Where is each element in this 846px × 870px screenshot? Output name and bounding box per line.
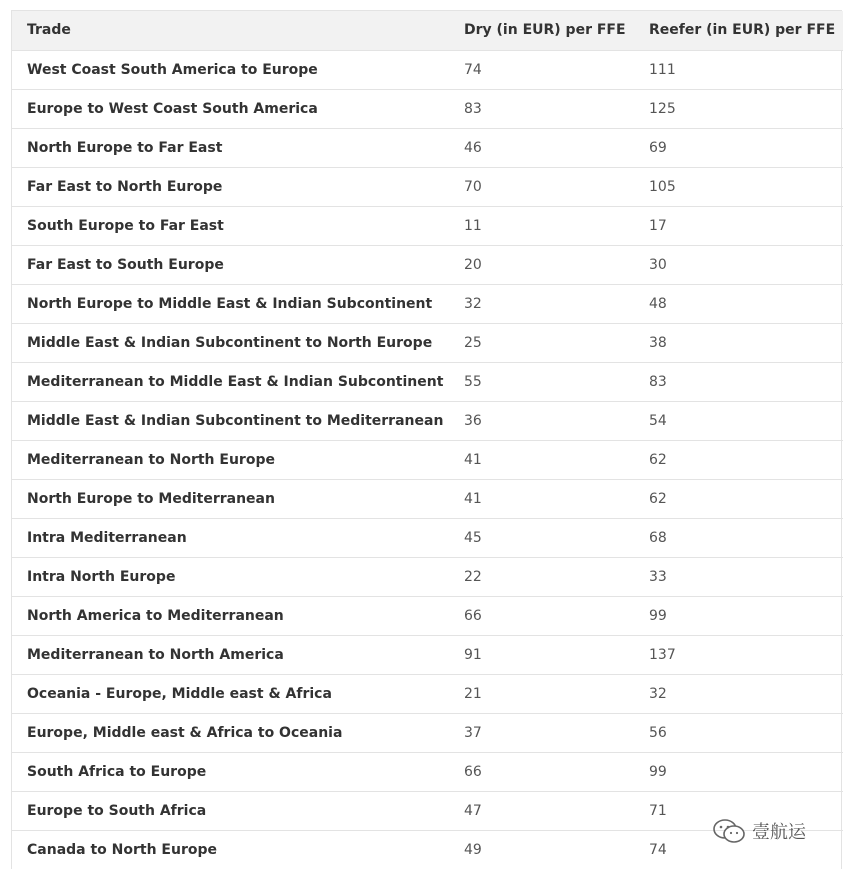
reefer-rate-cell: 125 (649, 100, 676, 117)
reefer-rate-cell: 69 (649, 139, 667, 156)
table-row (12, 635, 843, 674)
trade-cell: Middle East & Indian Subcontinent to Mediterranean (27, 412, 444, 429)
table-row (12, 362, 843, 401)
trade-cell: Europe to West Coast South America (27, 100, 318, 117)
header-trade: Trade (27, 22, 71, 39)
trade-cell: Mediterranean to North America (27, 646, 284, 663)
table-row (12, 206, 843, 245)
table-row (12, 518, 843, 557)
trade-cell: North Europe to Mediterranean (27, 490, 275, 507)
watermark-text: 壹航运 (752, 822, 806, 843)
reefer-rate-cell: 38 (649, 334, 667, 351)
reefer-rate-cell: 54 (649, 412, 667, 429)
reefer-rate-cell: 99 (649, 607, 667, 624)
reefer-rate-cell: 30 (649, 256, 667, 273)
table-row (12, 440, 843, 479)
dry-rate-cell: 41 (464, 490, 482, 507)
dry-rate-cell: 45 (464, 529, 482, 546)
dry-rate-cell: 22 (464, 568, 482, 585)
dry-rate-cell: 74 (464, 61, 482, 78)
table-header (12, 11, 843, 50)
dry-rate-cell: 66 (464, 763, 482, 780)
dry-rate-cell: 55 (464, 373, 482, 390)
table-row (12, 128, 843, 167)
trade-cell: Intra Mediterranean (27, 529, 187, 546)
reefer-rate-cell: 32 (649, 685, 667, 702)
trade-cell: Europe to South Africa (27, 802, 207, 819)
header-row (12, 11, 843, 50)
dry-rate-cell: 41 (464, 451, 482, 468)
trade-cell: North America to Mediterranean (27, 607, 284, 624)
wechat-icon (712, 818, 746, 844)
trade-cell: Oceania - Europe, Middle east & Africa (27, 685, 332, 702)
dry-rate-cell: 49 (464, 841, 482, 858)
reefer-rate-cell: 71 (649, 802, 667, 819)
dry-rate-cell: 46 (464, 139, 482, 156)
trade-cell: West Coast South America to Europe (27, 61, 318, 78)
trade-cell: Middle East & Indian Subcontinent to North Europe (27, 334, 433, 351)
trade-cell: Far East to South Europe (27, 256, 224, 273)
reefer-rate-cell: 62 (649, 451, 667, 468)
dry-rate-cell: 25 (464, 334, 482, 351)
dry-rate-cell: 20 (464, 256, 482, 273)
table-row (12, 713, 843, 752)
trade-cell: Mediterranean to North Europe (27, 451, 275, 468)
reefer-rate-cell: 17 (649, 217, 667, 234)
reefer-rate-cell: 33 (649, 568, 667, 585)
dry-rate-cell: 83 (464, 100, 482, 117)
rates-table-container (11, 10, 842, 869)
table-row (12, 167, 843, 206)
table-row (12, 752, 843, 791)
reefer-rate-cell: 74 (649, 841, 667, 858)
table-row (12, 557, 843, 596)
reefer-rate-cell: 105 (649, 178, 676, 195)
dry-rate-cell: 66 (464, 607, 482, 624)
dry-rate-cell: 37 (464, 724, 482, 741)
reefer-rate-cell: 83 (649, 373, 667, 390)
trade-cell: Intra North Europe (27, 568, 176, 585)
trade-cell: North Europe to Middle East & Indian Subcontinent (27, 295, 433, 312)
reefer-rate-cell: 56 (649, 724, 667, 741)
dry-rate-cell: 70 (464, 178, 482, 195)
table-row (12, 674, 843, 713)
table-row (12, 479, 843, 518)
dry-rate-cell: 21 (464, 685, 482, 702)
watermark (712, 818, 806, 844)
reefer-rate-cell: 62 (649, 490, 667, 507)
reefer-rate-cell: 99 (649, 763, 667, 780)
trade-cell: Europe, Middle east & Africa to Oceania (27, 724, 343, 741)
header-dry: Dry (in EUR) per FFE (464, 22, 626, 39)
trade-cell: Far East to North Europe (27, 178, 223, 195)
table-row (12, 245, 843, 284)
table-row (12, 89, 843, 128)
table-row (12, 323, 843, 362)
reefer-rate-cell: 68 (649, 529, 667, 546)
trade-cell: South Africa to Europe (27, 763, 207, 780)
dry-rate-cell: 47 (464, 802, 482, 819)
reefer-rate-cell: 48 (649, 295, 667, 312)
trade-cell: Mediterranean to Middle East & Indian Subcontinent (27, 373, 444, 390)
rates-table (12, 11, 843, 869)
dry-rate-cell: 32 (464, 295, 482, 312)
reefer-rate-cell: 137 (649, 646, 676, 663)
reefer-rate-cell: 111 (649, 61, 676, 78)
table-row (12, 50, 843, 89)
table-row (12, 401, 843, 440)
table-row (12, 284, 843, 323)
dry-rate-cell: 91 (464, 646, 482, 663)
trade-cell: South Europe to Far East (27, 217, 224, 234)
trade-cell: North Europe to Far East (27, 139, 223, 156)
dry-rate-cell: 11 (464, 217, 482, 234)
trade-cell: Canada to North Europe (27, 841, 218, 858)
table-row (12, 596, 843, 635)
dry-rate-cell: 36 (464, 412, 482, 429)
table-body (12, 50, 843, 869)
header-reefer: Reefer (in EUR) per FFE (649, 22, 836, 39)
